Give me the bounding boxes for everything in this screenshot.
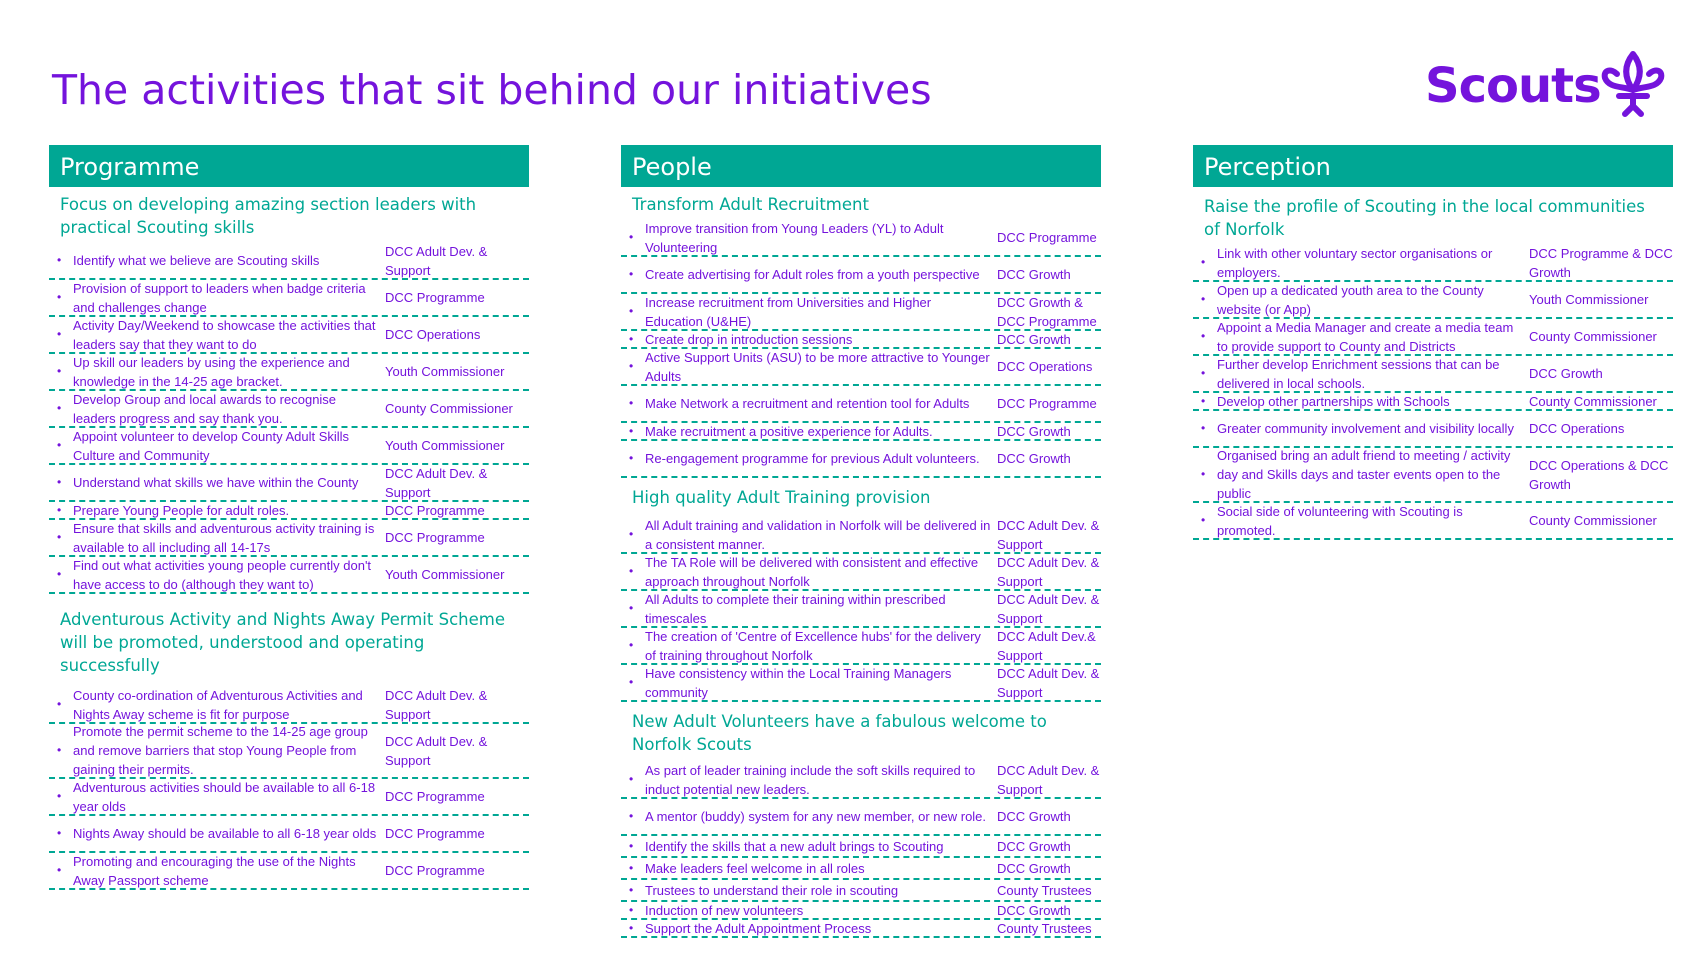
list-item: • Make leaders feel welcome in all roles DCC Growth bbox=[621, 858, 1101, 880]
list-item: • Promote the permit scheme to the 14-25 age group and remove barriers that stop Young People from gaining their permits. DCC Adult Dev. & Support bbox=[49, 724, 529, 779]
bullet-icon: • bbox=[629, 920, 634, 935]
bullet-icon: • bbox=[629, 809, 634, 823]
section-title: Transform Adult Recruitment bbox=[632, 195, 869, 214]
bullet-icon: • bbox=[57, 502, 62, 517]
list-item: • Appoint a Media Manager and create a media team to provide support to County and Districts County Commissioner bbox=[1193, 319, 1673, 356]
list-item: • Find out what activities young people currently don't have access to do (although they want to) Youth Commissioner bbox=[49, 557, 529, 594]
bullet-icon: • bbox=[57, 438, 62, 452]
list-item: • Understand what skills we have within the County DCC Adult Dev. & Support bbox=[49, 465, 529, 502]
bullet-icon: • bbox=[629, 860, 634, 875]
bullet-icon: • bbox=[629, 902, 634, 917]
list-item: • Increase recruitment from Universities and Higher Education (U&HE) DCC Growth & DCC Programme bbox=[621, 294, 1101, 331]
section-title: Focus on developing amazing section leaders with practical Scouting skills bbox=[60, 195, 477, 237]
bullet-icon: • bbox=[629, 772, 634, 786]
list-item: • Nights Away should be available to all 6-18 year olds DCC Programme bbox=[49, 816, 529, 853]
list-item: • Promoting and encouraging the use of the Nights Away Passport scheme DCC Programme bbox=[49, 853, 529, 890]
list-item: • Make recruitment a positive experience for Adults. DCC Growth bbox=[621, 423, 1101, 441]
column-people bbox=[621, 145, 1101, 938]
scouts-logo bbox=[1425, 48, 1670, 124]
list-item: • Greater community involvement and visibility locally DCC Operations bbox=[1193, 411, 1673, 448]
bullet-icon: • bbox=[57, 290, 62, 304]
bullet-icon: • bbox=[629, 331, 634, 346]
bullet-icon: • bbox=[57, 863, 62, 877]
list-item: • The TA Role will be delivered with consistent and effective approach throughout Norfolk DCC Adult Dev. & Support bbox=[621, 554, 1101, 591]
list-item: • Make Network a recruitment and retention tool for Adults DCC Programme bbox=[621, 386, 1101, 423]
section-title: Adventurous Activity and Nights Away Permit Scheme will be promoted, understood and operating successfully bbox=[60, 610, 505, 675]
column-header: People bbox=[621, 145, 1101, 187]
list-item: • Develop Group and local awards to recognise leaders progress and say thank you. County Commissioner bbox=[49, 391, 529, 428]
bullet-icon: • bbox=[1201, 366, 1206, 380]
list-item: • Re-engagement programme for previous Adult volunteers. DCC Growth bbox=[621, 441, 1101, 478]
page-title: The activities that sit behind our initiatives bbox=[52, 66, 932, 114]
list-item: • All Adults to complete their training within prescribed timescales DCC Adult Dev. & Support bbox=[621, 591, 1101, 628]
bullet-icon: • bbox=[57, 327, 62, 341]
bullet-icon: • bbox=[57, 530, 62, 544]
bullet-icon: • bbox=[629, 304, 634, 318]
bullet-icon: • bbox=[629, 359, 634, 373]
list-item: • Open up a dedicated youth area to the County website (or App) Youth Commissioner bbox=[1193, 282, 1673, 319]
bullet-icon: • bbox=[1201, 467, 1206, 481]
list-item: • All Adult training and validation in Norfolk will be delivered in a consistent manner. DCC Adult Dev. & Support bbox=[621, 517, 1101, 554]
list-item: • Provision of support to leaders when badge criteria and challenges change DCC Programme bbox=[49, 280, 529, 317]
bullet-icon: • bbox=[629, 527, 634, 541]
bullet-icon: • bbox=[57, 826, 62, 840]
list-item: • The creation of 'Centre of Excellence hubs' for the delivery of training throughout Norfolk DCC Adult Dev.& Support bbox=[621, 628, 1101, 665]
bullet-icon: • bbox=[629, 838, 634, 853]
bullet-icon: • bbox=[1201, 292, 1206, 306]
list-item: • Support the Adult Appointment Process County Trustees bbox=[621, 920, 1101, 938]
column-programme bbox=[49, 145, 529, 890]
list-item: • Induction of new volunteers DCC Growth bbox=[621, 902, 1101, 920]
list-item: • Active Support Units (ASU) to be more attractive to Younger Adults DCC Operations bbox=[621, 349, 1101, 386]
bullet-icon: • bbox=[57, 567, 62, 581]
list-item: • Trustees to understand their role in scouting County Trustees bbox=[621, 880, 1101, 902]
list-item: • As part of leader training include the soft skills required to induct potential new leaders. DCC Adult Dev. & Support bbox=[621, 762, 1101, 799]
list-item: • Up skill our leaders by using the experience and knowledge in the 14-25 age bracket. Youth Commissioner bbox=[49, 354, 529, 391]
list-item: • A mentor (buddy) system for any new member, or new role. DCC Growth bbox=[621, 799, 1101, 836]
bullet-icon: • bbox=[629, 564, 634, 578]
bullet-icon: • bbox=[629, 638, 634, 652]
list-item: • Have consistency within the Local Training Managers community DCC Adult Dev. & Support bbox=[621, 665, 1101, 702]
bullet-icon: • bbox=[629, 267, 634, 281]
list-item: • Ensure that skills and adventurous activity training is available to all including all 14-17s DCC Programme bbox=[49, 520, 529, 557]
list-item: • Link with other voluntary sector organisations or employers. DCC Programme & DCC Growth bbox=[1193, 245, 1673, 282]
bullet-icon: • bbox=[629, 423, 634, 438]
section-title: Raise the profile of Scouting in the local communities of Norfolk bbox=[1204, 197, 1645, 239]
bullet-icon: • bbox=[629, 230, 634, 244]
column-header: Perception bbox=[1193, 145, 1673, 187]
list-item: • County co-ordination of Adventurous Activities and Nights Away scheme is fit for purpose DCC Adult Dev. & Support bbox=[49, 687, 529, 724]
bullet-icon: • bbox=[629, 882, 634, 897]
list-item: • Further develop Enrichment sessions that can be delivered in local schools. DCC Growth bbox=[1193, 356, 1673, 393]
fleur-de-lis-icon bbox=[1595, 48, 1671, 124]
bullet-icon: • bbox=[629, 601, 634, 615]
section-title: New Adult Volunteers have a fabulous welcome to Norfolk Scouts bbox=[632, 712, 1047, 754]
bullet-icon: • bbox=[1201, 329, 1206, 343]
bullet-icon: • bbox=[57, 475, 62, 489]
list-item: • Identify the skills that a new adult brings to Scouting DCC Growth bbox=[621, 836, 1101, 858]
list-item: • Improve transition from Young Leaders (YL) to Adult Volunteering DCC Programme bbox=[621, 220, 1101, 257]
list-item: • Identify what we believe are Scouting skills DCC Adult Dev. & Support bbox=[49, 243, 529, 280]
bullet-icon: • bbox=[629, 675, 634, 689]
section-title: High quality Adult Training provision bbox=[632, 488, 931, 507]
list-item: • Develop other partnerships with Schools County Commissioner bbox=[1193, 393, 1673, 411]
list-item: • Create advertising for Adult roles from a youth perspective DCC Growth bbox=[621, 257, 1101, 294]
bullet-icon: • bbox=[57, 401, 62, 415]
bullet-icon: • bbox=[57, 789, 62, 803]
bullet-icon: • bbox=[1201, 255, 1206, 269]
logo-wordmark: Scouts bbox=[1425, 58, 1601, 114]
bullet-icon: • bbox=[57, 364, 62, 378]
list-item: • Appoint volunteer to develop County Adult Skills Culture and Community Youth Commissioner bbox=[49, 428, 529, 465]
column-header: Programme bbox=[49, 145, 529, 187]
list-item: • Social side of volunteering with Scouting is promoted. County Commissioner bbox=[1193, 503, 1673, 540]
column-perception bbox=[1193, 145, 1673, 540]
list-item: • Activity Day/Weekend to showcase the activities that leaders say that they want to do DCC Operations bbox=[49, 317, 529, 354]
bullet-icon: • bbox=[1201, 393, 1206, 408]
bullet-icon: • bbox=[1201, 513, 1206, 527]
list-item: • Prepare Young People for adult roles. DCC Programme bbox=[49, 502, 529, 520]
list-item: • Organised bring an adult friend to meeting / activity day and Skills days and taster events open to the public DCC Operations & DCC Growth bbox=[1193, 448, 1673, 503]
bullet-icon: • bbox=[629, 451, 634, 465]
bullet-icon: • bbox=[1201, 421, 1206, 435]
bullet-icon: • bbox=[57, 697, 62, 711]
list-item: • Adventurous activities should be available to all 6-18 year olds DCC Programme bbox=[49, 779, 529, 816]
list-item: • Create drop in introduction sessions DCC Growth bbox=[621, 331, 1101, 349]
bullet-icon: • bbox=[57, 253, 62, 267]
bullet-icon: • bbox=[57, 743, 62, 757]
bullet-icon: • bbox=[629, 396, 634, 410]
